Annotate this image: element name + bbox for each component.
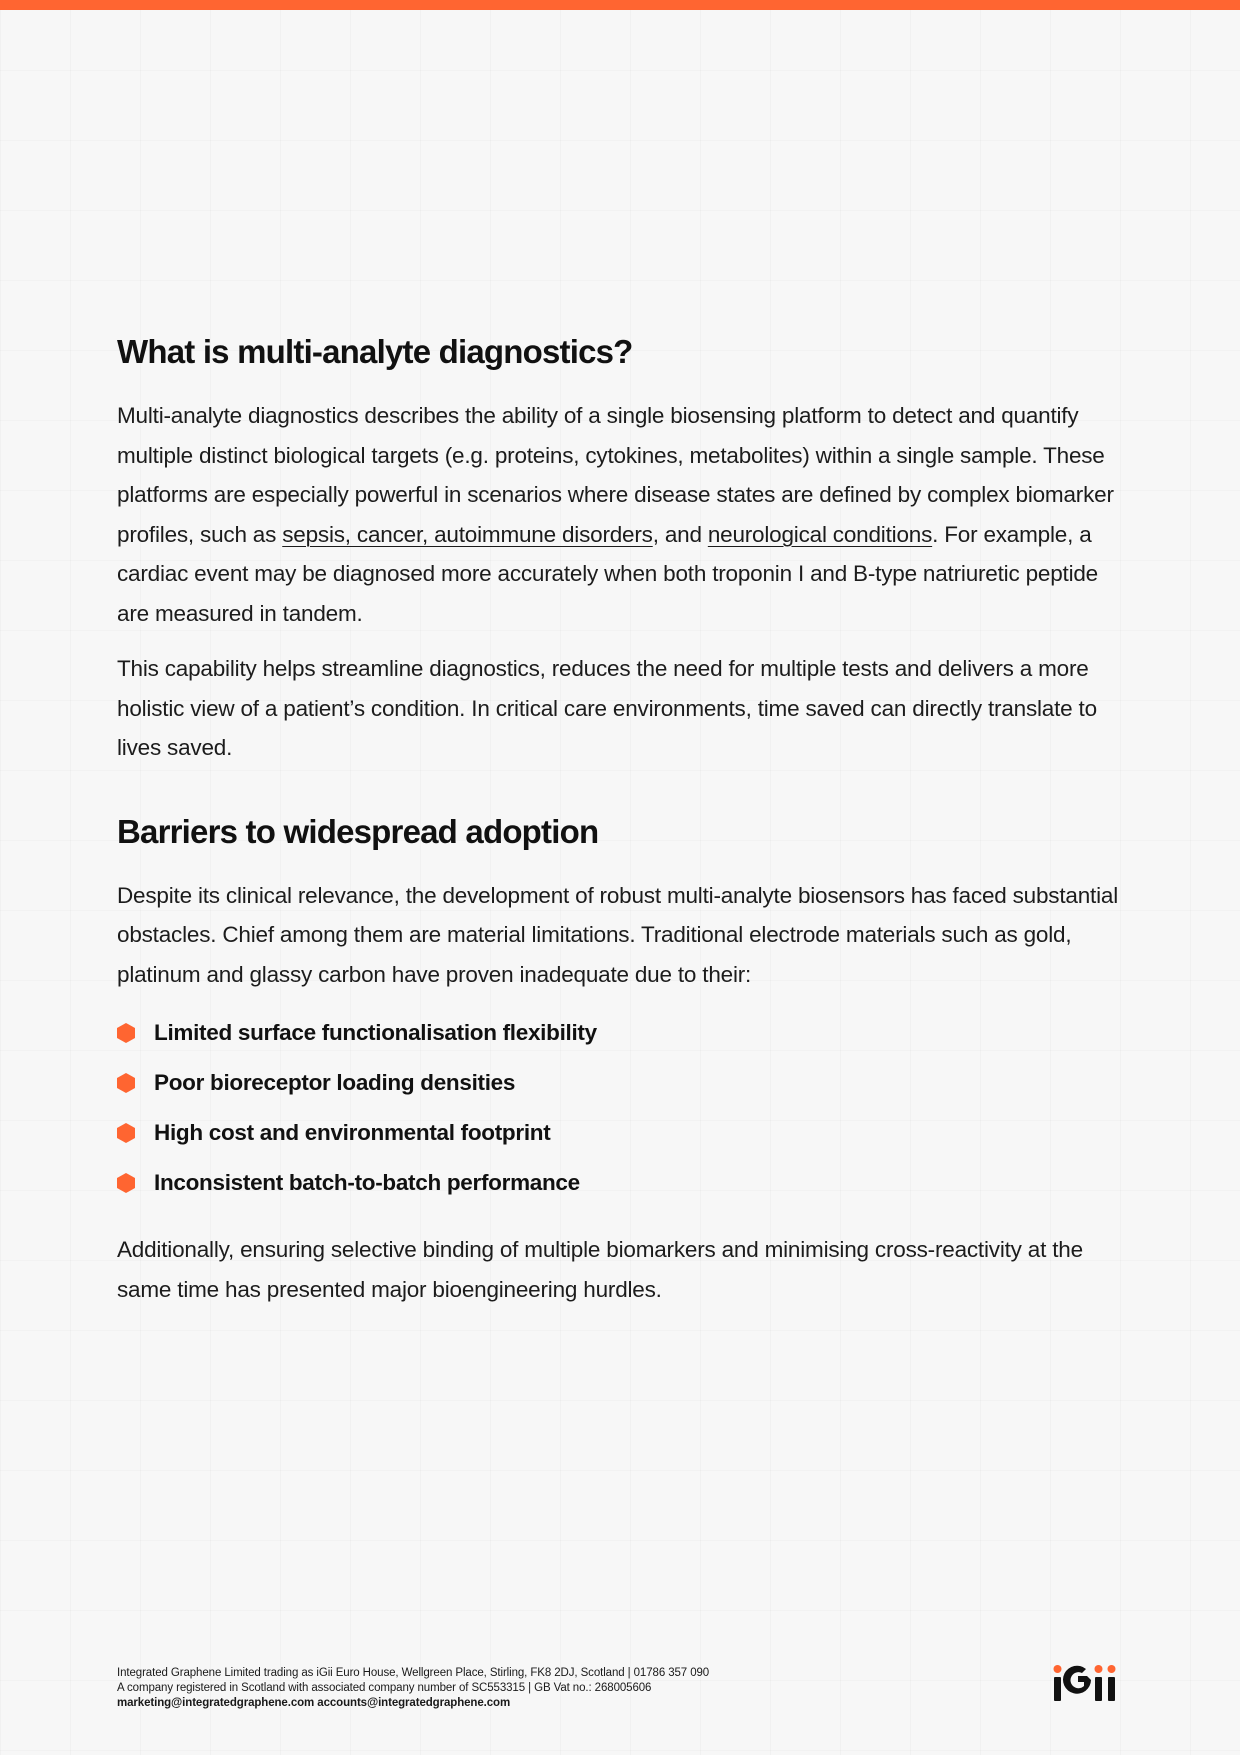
footer — [117, 1666, 877, 1711]
section-heading-barriers: Barriers to widespread adoption — [117, 812, 599, 850]
list-item: Poor bioreceptor loading densities — [117, 1058, 1127, 1108]
paragraph-capability: This capability helps streamline diagnostics, reduces the need for multiple tests and delivers a more holistic view of a patient’s condition. In critical care environments, time saved can directly translate to lives saved. — [117, 656, 1097, 760]
paragraph-additionally: Additionally, ensuring selective binding of multiple biomarkers and minimising cross-reactivity at the same time has presented major bioengineering hurdles. — [117, 1237, 1083, 1302]
hexagon-bullet-icon — [117, 1073, 135, 1093]
footer-email-accounts[interactable]: accounts@integratedgraphene.com — [317, 1697, 511, 1709]
link-sepsis-cancer-autoimmune[interactable]: sepsis, cancer, autoimmune disorders — [282, 521, 653, 547]
barrier-list — [117, 1008, 1127, 1208]
hexagon-bullet-icon — [117, 1123, 135, 1143]
list-item: High cost and environmental footprint — [117, 1108, 1127, 1158]
hexagon-bullet-icon — [117, 1173, 135, 1193]
footer-address: Integrated Graphene Limited trading as iGii Euro House, Wellgreen Place, Stirling, FK8 2DJ, Scotland | 01786 357 090 — [117, 1667, 710, 1679]
igii-logo — [1052, 1660, 1122, 1704]
footer-registration: A company registered in Scotland with associated company number of SC553315 | GB Vat no.: 268005606 — [117, 1682, 652, 1694]
list-item: Limited surface functionalisation flexibility — [117, 1008, 1127, 1058]
paragraph-barriers-intro: Despite its clinical relevance, the development of robust multi-analyte biosensors has faced substantial obstacles. Chief among them are material limitations. Traditional electrode materials such as gold, platinum and glassy carbon have proven inadequate due to their: — [117, 882, 1118, 987]
section-heading-multi-analyte: What is multi-analyte diagnostics? — [117, 333, 633, 370]
main-content — [117, 328, 1127, 1309]
top-accent-bar — [0, 0, 1240, 10]
footer-email-marketing[interactable]: marketing@integratedgraphene.com — [117, 1697, 315, 1709]
link-neurological-conditions[interactable]: neurological conditions — [707, 521, 933, 547]
footer-emails — [117, 1696, 877, 1711]
hexagon-bullet-icon — [117, 1023, 135, 1043]
list-item: Inconsistent batch-to-batch performance — [117, 1158, 1127, 1208]
paragraph-multi-analyte-intro: Multi-analyte diagnostics describes the ability of a single biosensing platform to detect and quantify multiple distinct biological targets (e.g. proteins, cytokines, metabolites) within a single sample. These platforms are especially powerful in scenarios where disease states are defined by complex biomarker profiles, such as sepsis, cancer, autoimmune disorders, and neurological conditions. For example, a cardiac event may be diagnosed more accurately when both troponin I and B-type natriuretic peptide are measured in tandem. — [117, 403, 1114, 626]
